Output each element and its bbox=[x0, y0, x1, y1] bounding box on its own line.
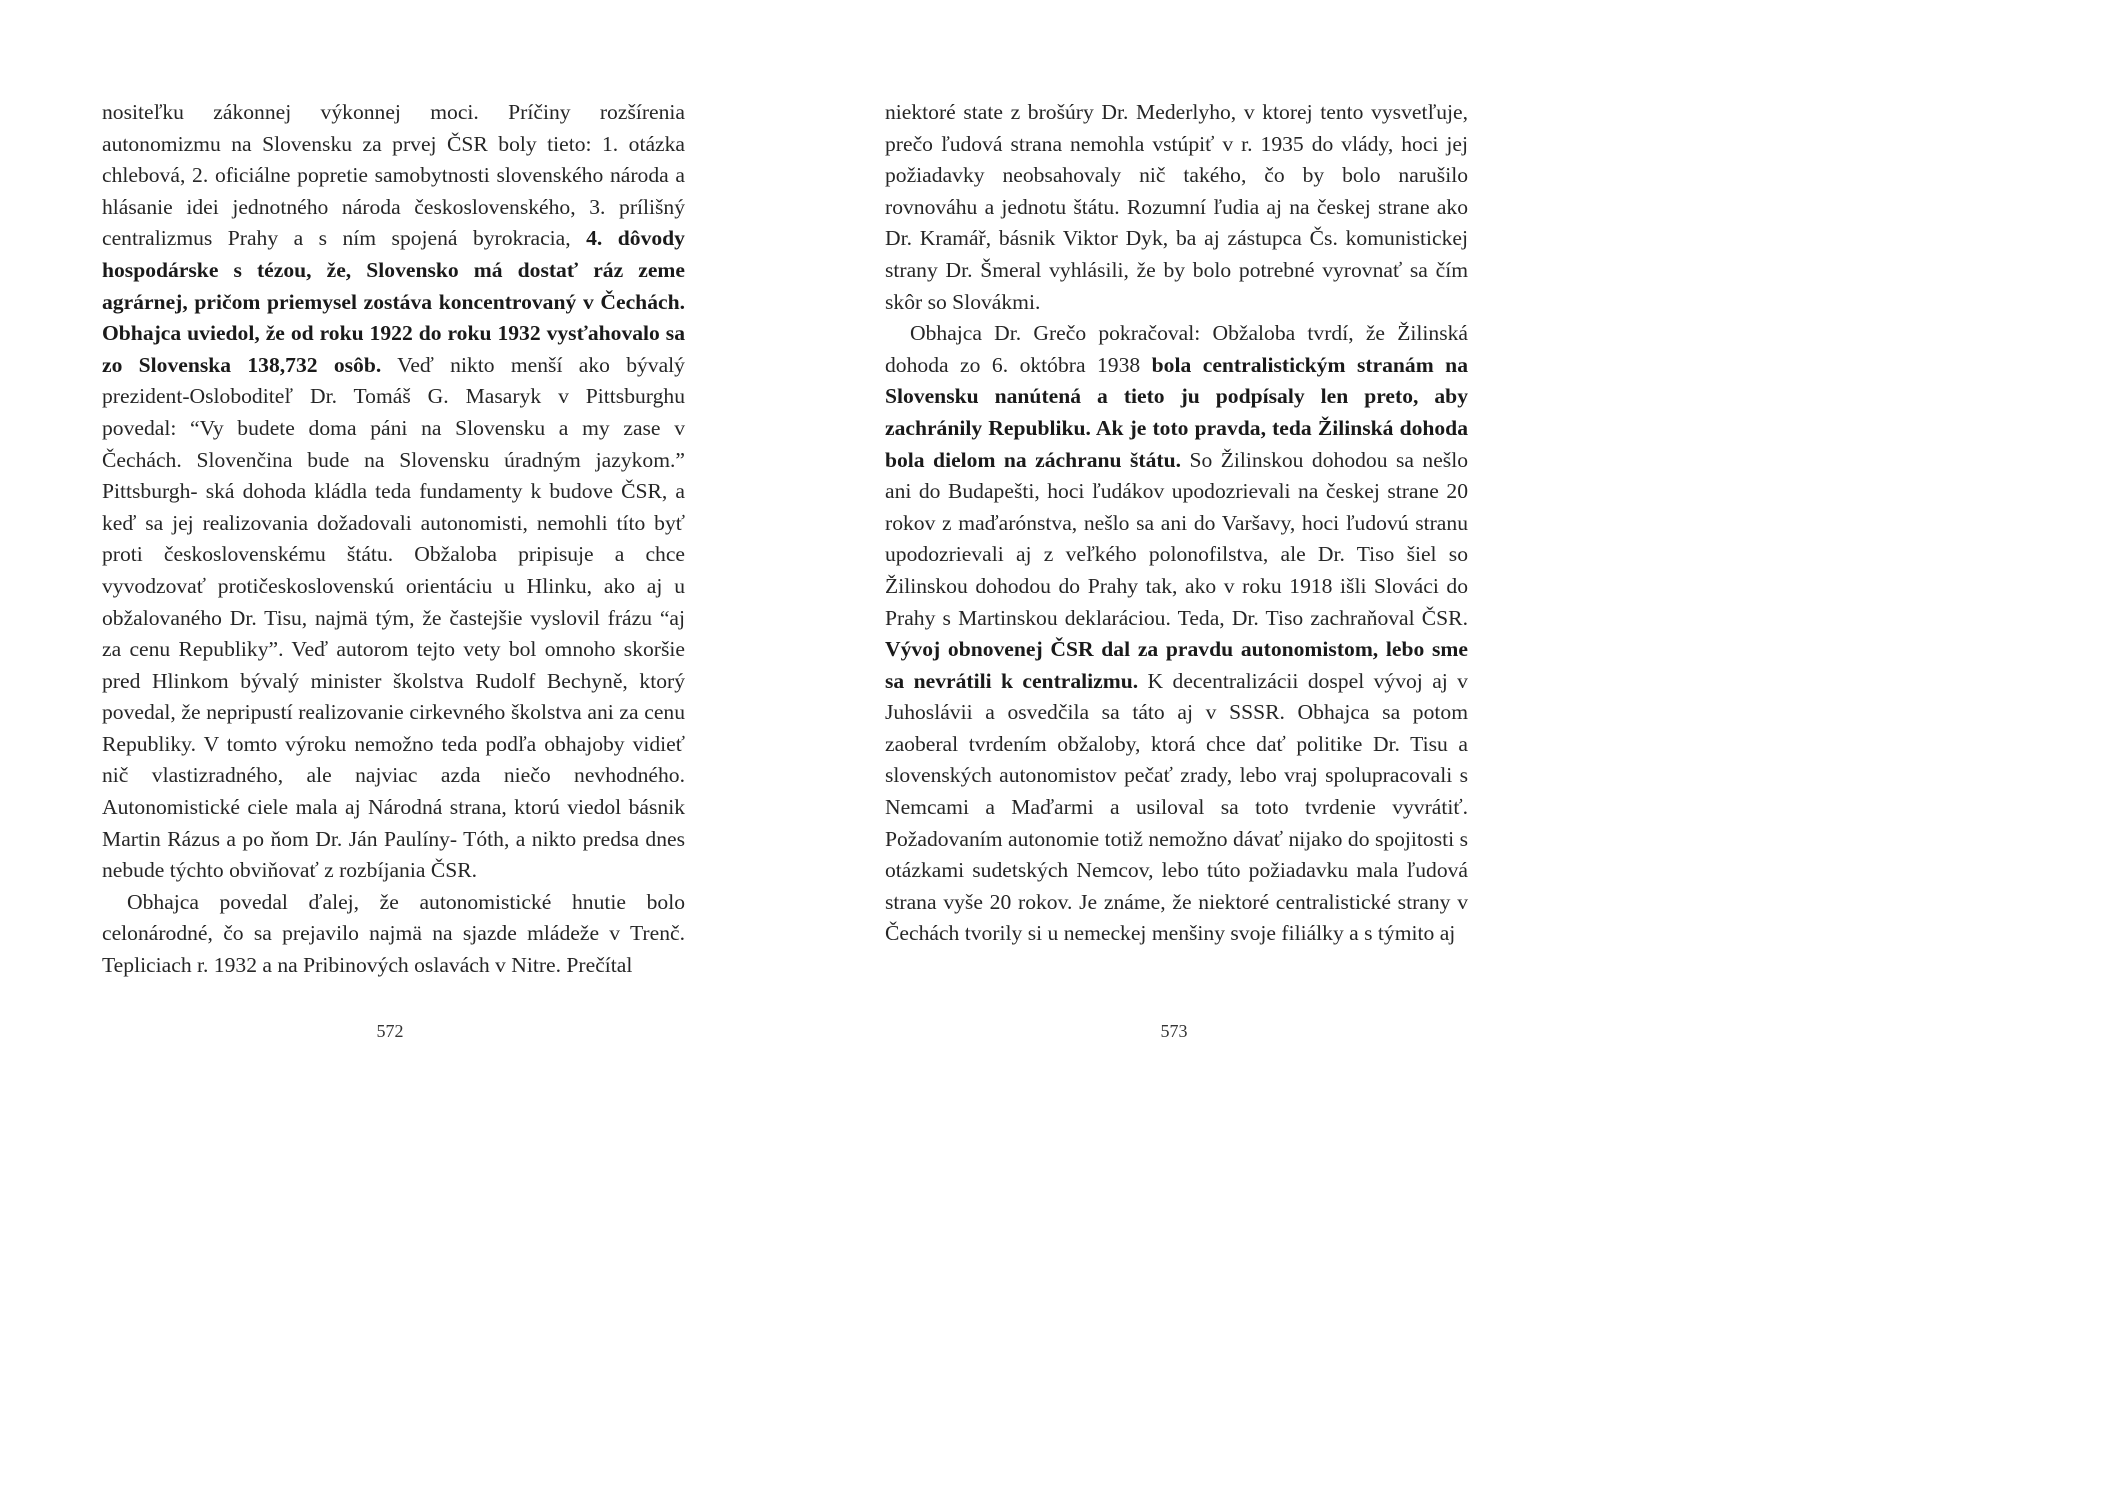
right-page-text bbox=[885, 97, 1468, 950]
text-segment: Obhajca povedal ďalej, že autonomistické hnutie bolo celonárodné, čo sa prejavilo najmä na sjazde mládeže v Trenč. Tepliciach r. 1932 a na Pribinových oslavách v Nitre. Prečítal bbox=[102, 889, 685, 978]
bold-text-segment: Vývoj obnovenej ČSR dal za pravdu autonomistom, lebo sme sa nevrátili k centralizmu. bbox=[885, 637, 1468, 693]
text-segment: Veď nikto menší ako bývalý prezident-Osloboditeľ Dr. Tomáš G. Masaryk v Pittsburghu povedal: “Vy budete doma páni na Slovensku a my zase v Čechách. Slovenčina bude na Slovensku úradným jazykom.” Pittsburgh- ská dohoda kládla teda fundamenty k budove ČSR, a keď sa jej realizovania dožadovali autonomisti, nemohli títo byť proti československému štátu. Obžaloba pripisuje a chce vyvodzovať protičeskoslovenskú orientáciu u Hlinku, ako aj u obžalovaného Dr. Tisu, najmä tým, že častejšie vyslovil frázu “aj za cenu Republiky”. Veď autorom tejto vety bol omnoho skoršie pred Hlinkom bývalý minister školstva Rudolf Bechyně, ktorý povedal, že nepripustí realizovanie cirkevného školstva ani za cenu Republiky. V tomto výroku nemožno teda podľa obhajoby vidieť nič vlastizradného, ale najviac azda niečo nevhodného. Autonomistické ciele mala aj Národná strana, ktorú viedol básnik Martin Rázus a po ňom Dr. Ján Paulíny- Tóth, a nikto predsa dnes nebude týchto obviňovať z rozbíjania ČSR. bbox=[102, 352, 685, 883]
page-number-right: 573 bbox=[1160, 1021, 1188, 1041]
text-segment: So Žilinskou dohodou sa nešlo ani do Budapešti, hoci ľudákov upodozrievali na českej strane 20 rokov z maďarónstva, nešlo sa ani do Varšavy, hoci ľudovú stranu upodozrievali aj z veľkého polonofilstva, ale Dr. Tiso šiel so Žilinskou dohodou do Prahy tak, ako v roku 1918 išli Slováci do Prahy s Martinskou deklaráciou. Teda, Dr. Tiso zachraňoval ČSR. bbox=[885, 447, 1468, 630]
text-segment: K decentralizácii dospel vývoj aj v Juhoslávii a osvedčila sa táto aj v SSSR. Obhajca sa potom zaoberal tvrdením obžaloby, ktorá chce dať politike Dr. Tisu a slovenských autonomistov pečať zrady, lebo vraj spolupracovali s Nemcami a Maďarmi a usiloval sa toto tvrdenie vyvrátiť. Požadovaním autonomie totiž nemožno dávať nijako do spojitosti s otázkami sudetských Nemcov, lebo túto požiadavku mala ľudová strana vyše 20 rokov. Je známe, že niektoré centralistické strany v Čechách tvorily si u nemeckej menšiny svoje filiálky a s týmito aj bbox=[885, 668, 1468, 946]
page-number-left: 572 bbox=[376, 1021, 404, 1041]
paragraph bbox=[102, 887, 685, 982]
text-segment: nositeľku zákonnej výkonnej moci. Príčiny rozšírenia autonomizmu na Slovensku za prvej ČSR boly tieto: 1. otázka chlebová, 2. oficiálne popretie samobytnosti slovenského národa a hlásanie idei jednotného národa československého, 3. prílišný centralizmus Prahy a s ním spojená byrokracia, bbox=[102, 100, 685, 251]
bold-text-segment: 4. dôvody hospodárske s tézou, že, Slovensko má dostať ráz zeme agrárnej, pričom priemysel zostáva koncentrovaný v Čechách. Obhajca uviedol, že od roku 1922 do roku 1932 vysťahovalo sa zo Slovenska 138,732 osôb. bbox=[102, 226, 685, 377]
paragraph bbox=[102, 97, 685, 887]
text-segment: Obhajca Dr. Grečo pokračoval: Obžaloba tvrdí, že Žilinská dohoda zo 6. októbra 1938 bbox=[885, 321, 1468, 377]
paragraph bbox=[885, 318, 1468, 950]
bold-text-segment: bola centralistickým stranám na Slovensku nanútená a tieto ju podpísaly len preto, aby zachránily Republiku. Ak je toto pravda, teda Žilinská dohoda bola dielom na záchranu štátu. bbox=[885, 352, 1468, 472]
left-page-text bbox=[102, 97, 685, 982]
paragraph bbox=[885, 97, 1468, 318]
text-segment: niektoré state z brošúry Dr. Mederlyho, v ktorej tento vysvetľuje, prečo ľudová strana nemohla vstúpiť v r. 1935 do vlády, hoci jej požiadavky neobsahovaly nič takého, čo by bolo narušilo rovnováhu a jednotu štátu. Rozumní ľudia aj na českej strane ako Dr. Kramář, básnik Viktor Dyk, ba aj zástupca Čs. komunistickej strany Dr. Šmeral vyhlásili, že by bolo potrebné vyrovnať sa čím skôr so Slovákmi. bbox=[885, 100, 1468, 314]
